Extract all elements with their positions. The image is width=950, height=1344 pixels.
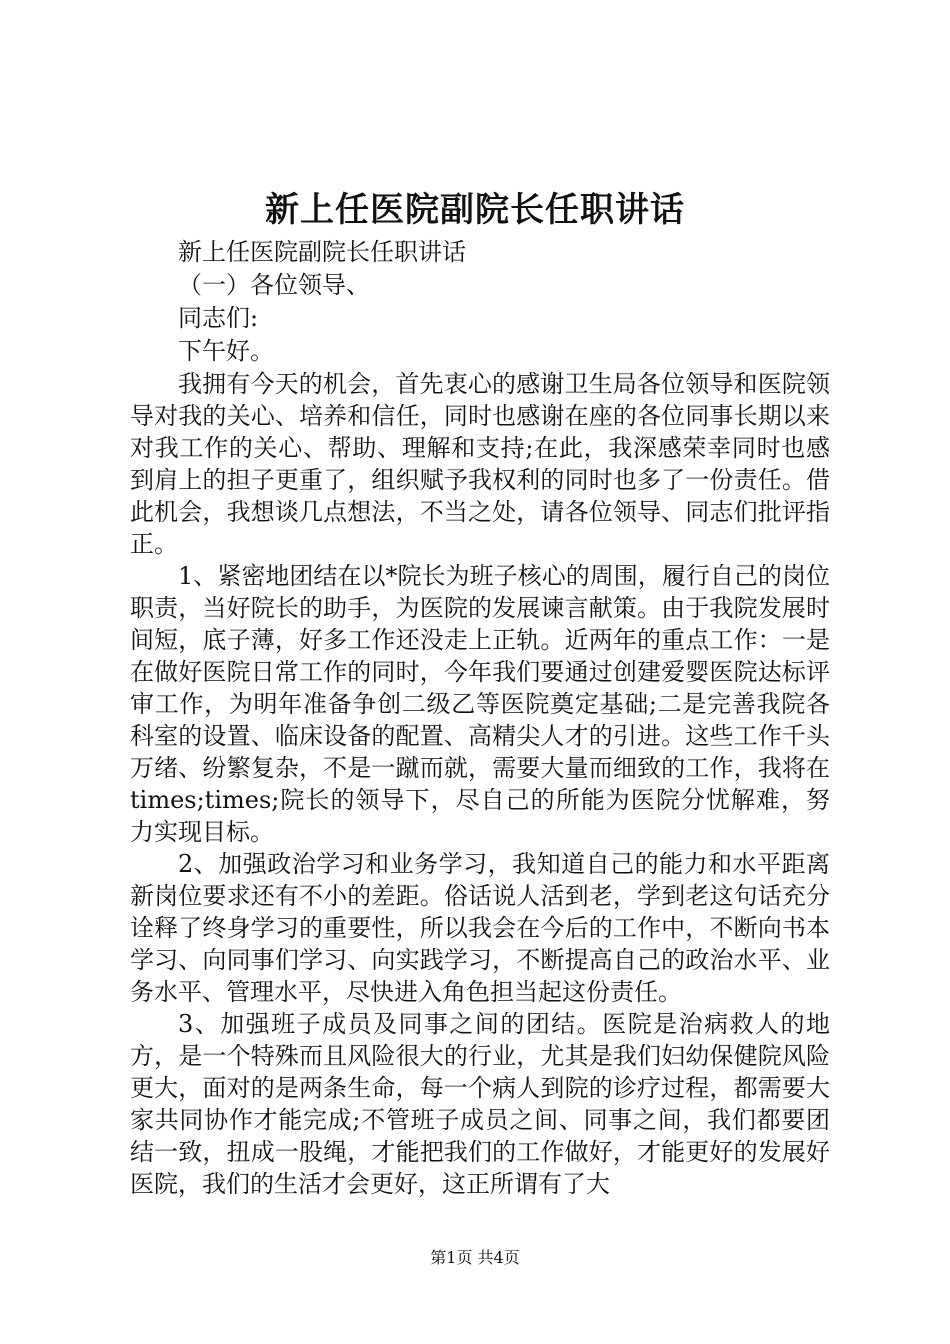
- salutation-line: （一）各位领导、: [178, 271, 370, 299]
- greeting-line: 下午好。: [178, 337, 274, 365]
- paragraph-point-2: 2、加强政治学习和业务学习，我知道自己的能力和水平距离新岗位要求还有不小的差距。俗话说人活到老，学到老这句话充分诠释了终身学习的重要性，所以我会在今后的工作中，不断向书本学习、向同事们学习、向实践学习，不断提高自己的政治水平、业务水平、管理水平，尽快进入角色担当起这份责任。: [130, 850, 830, 1006]
- subtitle-line: 新上任医院副院长任职讲话: [178, 238, 466, 266]
- document-title: 新上任医院副院长任职讲话: [265, 190, 685, 230]
- salutation-line: 同志们:: [178, 304, 259, 332]
- paragraph-point-3: 3、加强班子成员及同事之间的团结。医院是治病救人的地方，是一个特殊而且风险很大的行业，尤其是我们妇幼保健院风险更大，面对的是两条生命，每一个病人到院的诊疗过程，都需要大家共同协作才能完成;不管班子成员之间、同事之间，我们都要团结一致，扭成一股绳，才能把我们的工作做好，才能更好的发展好医院，我们的生活才会更好，这正所谓有了大: [130, 1010, 830, 1198]
- page-footer: 第1页 共4页: [430, 1248, 520, 1267]
- paragraph-intro: 我拥有今天的机会，首先衷心的感谢卫生局各位领导和医院领导对我的关心、培养和信任，同时也感谢在座的各位同事长期以来对我工作的关心、帮助、理解和支持;在此，我深感荣幸同时也感到肩上的担子更重了，组织赋予我权利的同时也多了一份责任。借此机会，我想谈几点想法，不当之处，请各位领导、同志们批评指正。: [130, 370, 830, 558]
- paragraph-point-1: 1、紧密地团结在以*院长为班子核心的周围，履行自己的岗位职责，当好院长的助手，为医院的发展谏言献策。由于我院发展时间短，底子薄，好多工作还没走上正轨。近两年的重点工作：一是在做好医院日常工作的同时，今年我们要通过创建爱婴医院达标评审工作，为明年准备争创二级乙等医院奠定基础;二是完善我院各科室的设置、临床设备的配置、高精尖人才的引进。这些工作千头万绪、纷繁复杂，不是一蹴而就，需要大量而细致的工作，我将在times;times;院长的领导下，尽自己的所能为医院分忧解难，努力实现目标。: [130, 562, 830, 846]
- document-body: [130, 236, 830, 1200]
